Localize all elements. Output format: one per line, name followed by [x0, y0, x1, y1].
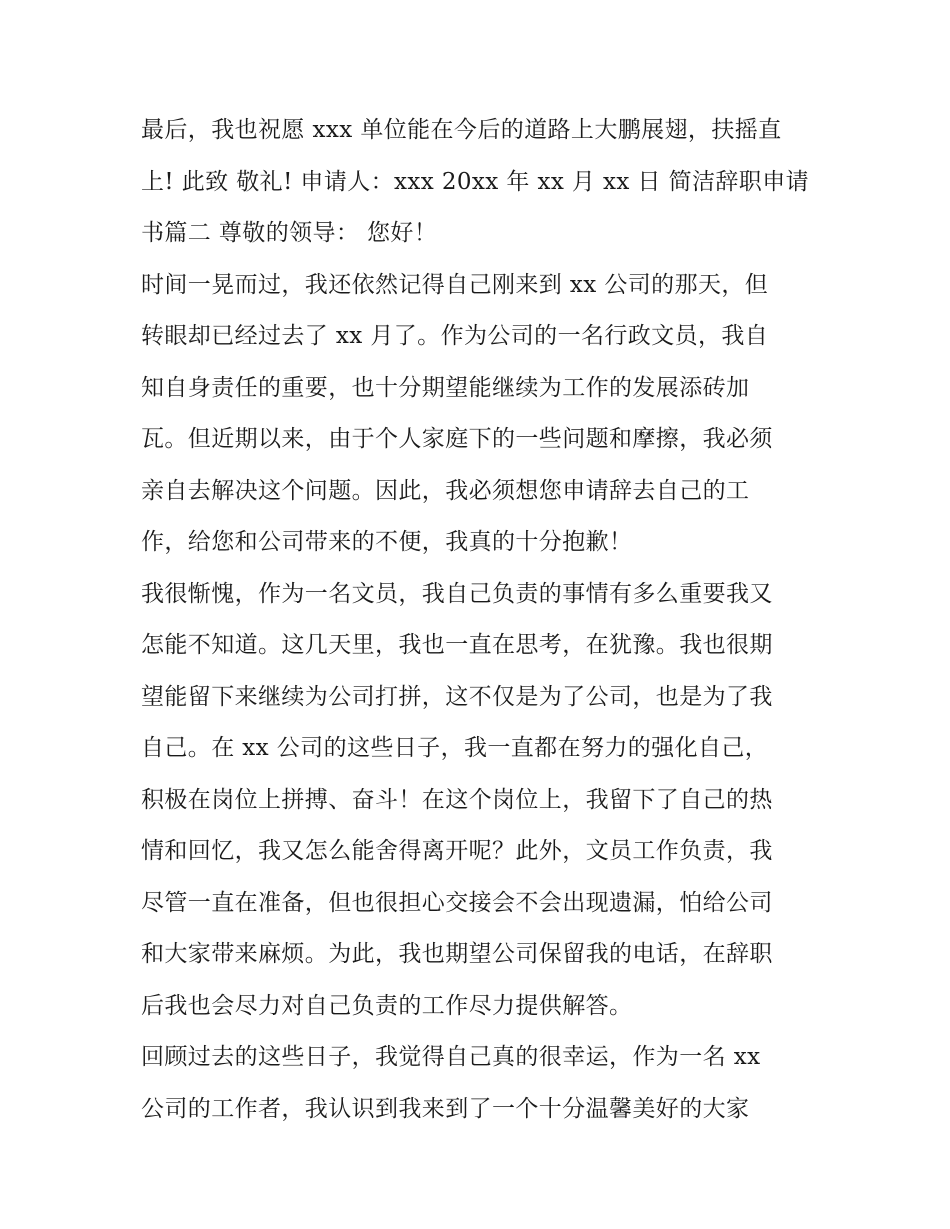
text-line: 知自身责任的重要，也十分期望能继续为工作的发展添砖加 — [141, 374, 750, 401]
text-line: 积极在岗位上拼搏、奋斗！在这个岗位上，我留下了自己的热 — [141, 786, 773, 813]
text-line: 亲自去解决这个问题。因此，我必须想您申请辞去自己的工 — [141, 477, 750, 504]
text-line: 作，给您和公司带来的不便，我真的十分抱歉！ — [141, 529, 633, 555]
text-line: 最后，我也祝愿 xxx 单位能在今后的道路上大鹏展翅，扶摇直 — [141, 117, 782, 143]
text-line: 我很惭愧，作为一名文员，我自己负责的事情有多么重要我又 — [141, 580, 773, 607]
text-line: 瓦。但近期以来，由于个人家庭下的一些问题和摩擦，我必须 — [141, 426, 773, 452]
body-text — [141, 105, 821, 1135]
text-line: 时间一晃而过，我还依然记得自己刚来到 xx 公司的那天，但 — [141, 271, 769, 298]
text-line: 尽管一直在准备，但也很担心交接会不会出现遗漏，怕给公司 — [141, 889, 773, 916]
text-line: 转眼却已经过去了 xx 月了。作为公司的一名行政文员，我自 — [141, 323, 769, 349]
text-line: 和大家带来麻烦。为此，我也期望公司保留我的电话，在辞职 — [141, 941, 773, 967]
text-line: 书篇二 尊敬的领导： 您好！ — [141, 220, 438, 246]
text-line: 怎能不知道。这几天里，我也一直在思考，在犹豫。我也很期 — [141, 632, 773, 658]
text-line: 自己。在 xx 公司的这些日子，我一直都在努力的强化自己， — [141, 735, 769, 761]
text-line: 望能留下来继续为公司打拼，这不仅是为了公司，也是为了我 — [141, 683, 773, 710]
text-line: 后我也会尽力对自己负责的工作尽力提供解答。 — [141, 992, 633, 1019]
text-line: 情和回忆，我又怎么能舍得离开呢？此外，文员工作负责，我 — [141, 838, 773, 864]
text-line: 上! 此致 敬礼! 申请人：xxx 20xx 年 xx 月 xx 日 简洁辞职申请 — [141, 168, 810, 195]
text-line: 公司的工作者，我认识到我来到了一个十分温馨美好的大家 — [141, 1095, 750, 1122]
text-line: 回顾过去的这些日子，我觉得自己真的很幸运，作为一名 xx — [141, 1044, 761, 1070]
